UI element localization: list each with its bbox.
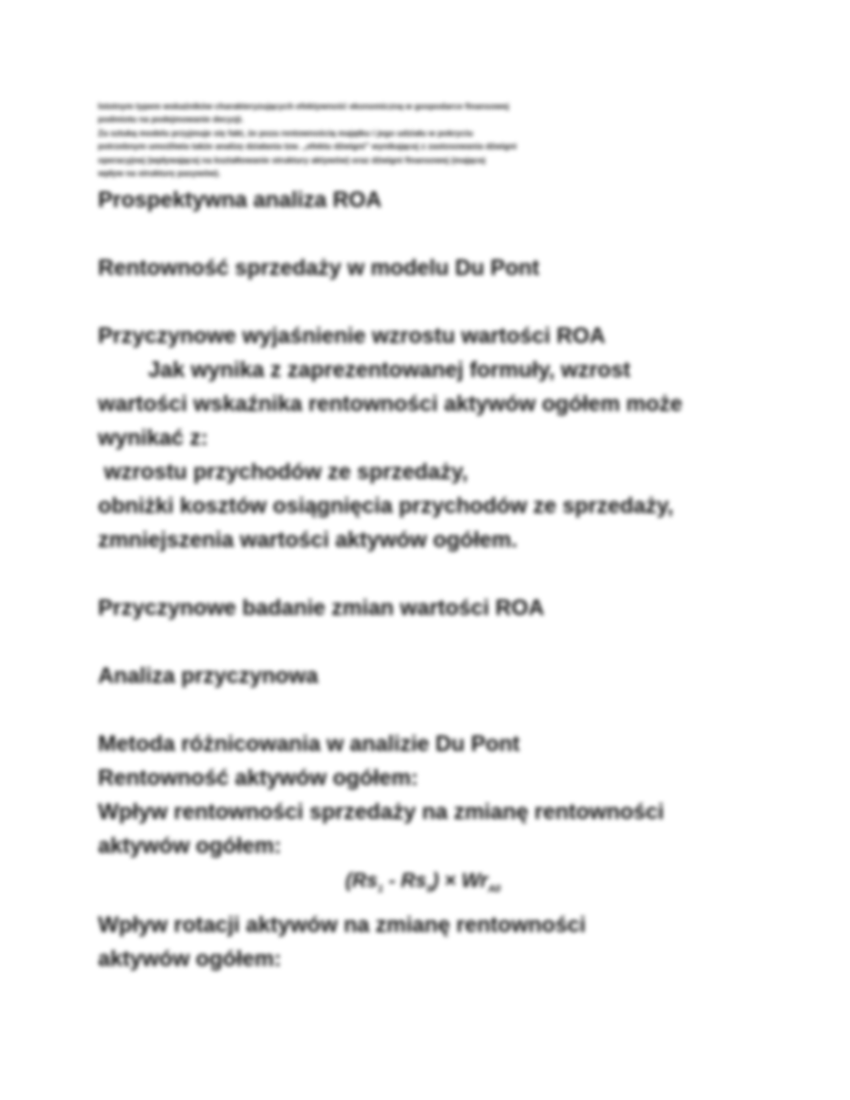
intro-line: Istotnym typem wskaźników charakteryzujących efektywność ekonomiczną w gospodarce finansowej	[98, 101, 509, 111]
impact-sales-line: Wpływ rentowności sprzedaży na zmianę rentowności	[98, 799, 665, 825]
formula: $(Rs_1 - Rs_0) \times Wr_{A0}$	[345, 870, 501, 896]
roa-label: Rentowność aktywów ogółem:	[98, 765, 419, 791]
heading-method: Metoda różnicowania w analizie Du Pont	[98, 731, 520, 757]
intro-line: potrzebnym umożliwia także analizę działania tzw. „efektu dźwigni” wynikającej z zastosowania dźwigni	[98, 141, 517, 152]
impact-sales-line: aktywów ogółem:	[98, 833, 282, 859]
list-item: zmniejszenia wartości aktywów ogółem.	[98, 527, 518, 553]
intro-line: podmiotu na podejmowanie decyzji.	[98, 114, 244, 125]
intro-line: operacyjnej (wpływającej na kształtowanie struktury aktywów) oraz dźwigni finansowej (mającej	[98, 154, 486, 165]
list-item: wzrostu przychodów ze sprzedaży,	[104, 459, 468, 485]
intro-paragraph	[98, 100, 738, 180]
paragraph-line: wartości wskaźnika rentowności aktywów ogółem może	[98, 391, 683, 417]
list-item: obniżki kosztów osiągnięcia przychodów ze sprzedaży,	[98, 493, 674, 519]
intro-line: wpływ na strukturę pasywów).	[98, 168, 221, 179]
heading-sales-profitability: Rentowność sprzedaży w modelu Du Pont	[98, 255, 540, 281]
impact-rotation-line: Wpływ rotacji aktywów na zmianę rentowności	[98, 912, 586, 938]
paragraph-line: wynikać z:	[98, 425, 209, 451]
heading-causal-analysis: Analiza przyczynowa	[98, 663, 319, 689]
heading-causal-explanation: Przyczynowe wyjaśnienie wzrostu wartości ROA	[98, 323, 606, 349]
intro-line: Za sztuką modelu przyjmuje się fakt, że poza rentownością majątku i jego udziału w pokryciu	[98, 127, 474, 138]
heading-causal-study: Przyczynowe badanie zmian wartości ROA	[98, 595, 545, 621]
impact-rotation-line: aktywów ogółem:	[98, 946, 282, 972]
heading-prospective-roa: Prospektywna analiza ROA	[98, 187, 382, 213]
paragraph-line: Jak wynika z zaprezentowanej formuły, wzrost	[148, 357, 631, 383]
